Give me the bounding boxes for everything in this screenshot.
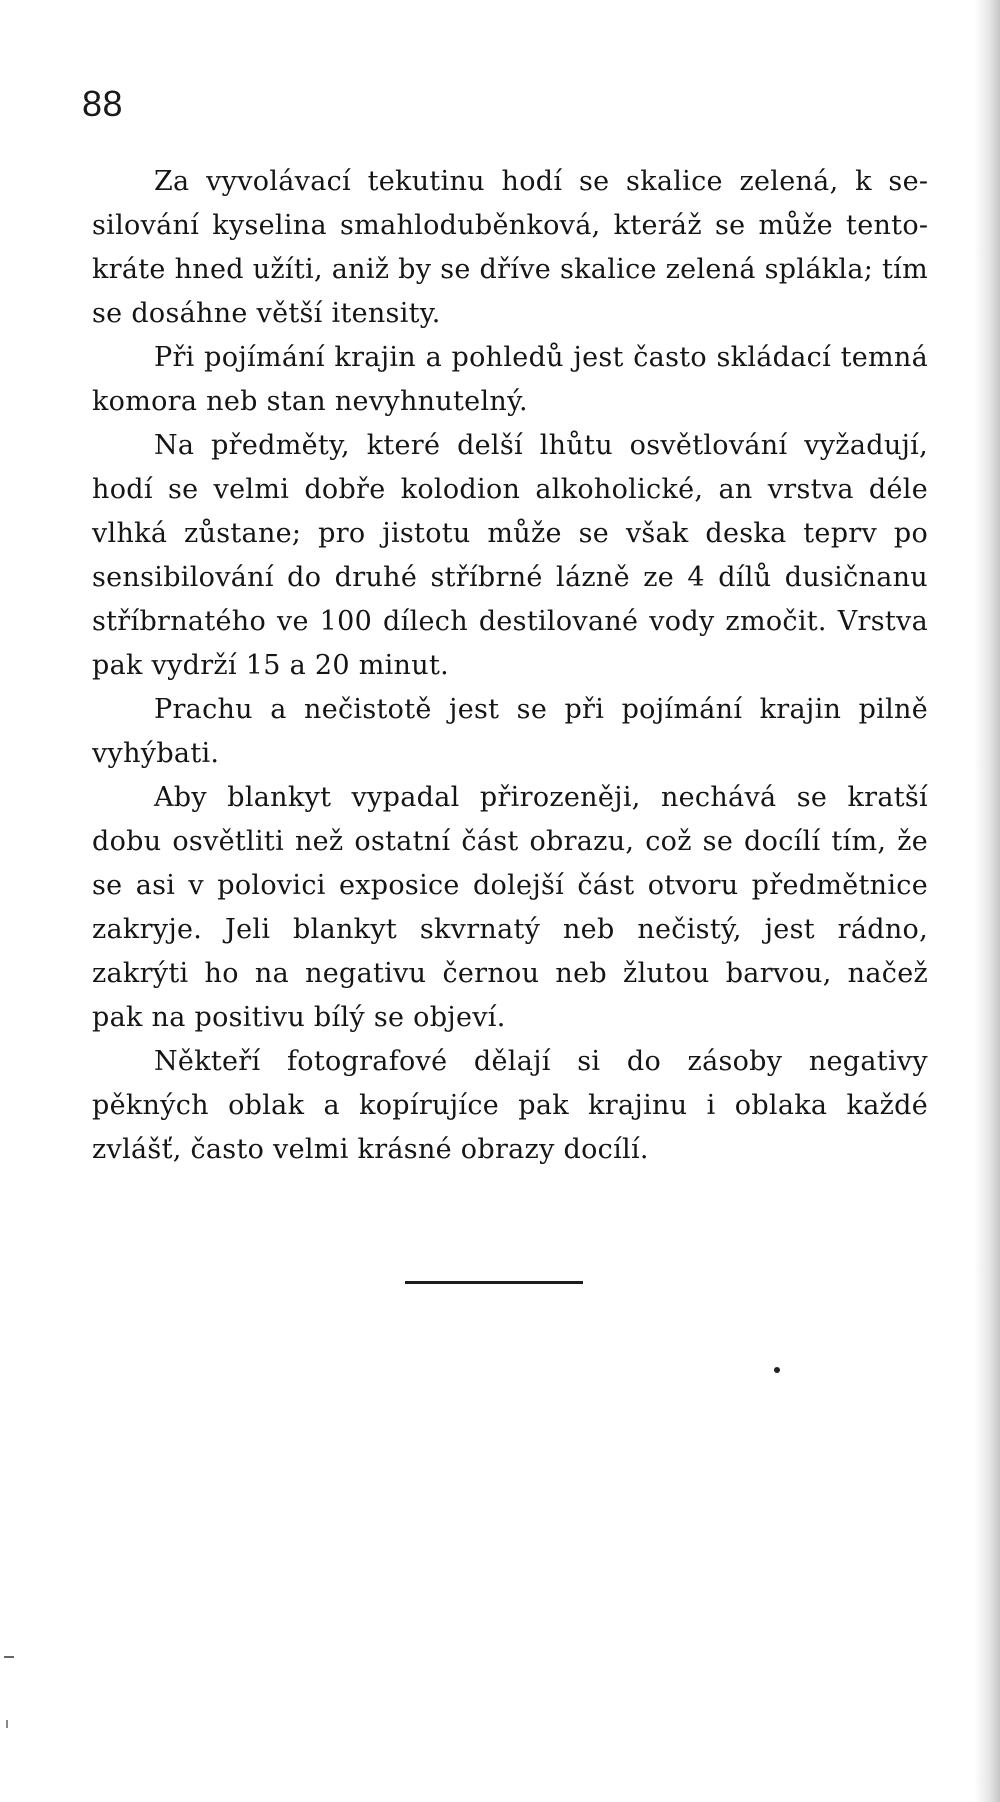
paragraph: Někteří fotografové dělají si do zásoby negativy pěkných oblak a kopírujíce pak krajinu i oblaka každé zvlášť, často velmi krásné obrazy docílí.: [92, 1046, 928, 1165]
paragraph: Na předměty, které delší lhůtu osvětlování vyžadují, hodí se velmi dobře kolodion alkoholické, an vrstva déle vlhká zůstane; pro jistotu může se však deska teprv po sensibilování do druhé stříbrné lázně ze 4 dílů dusičnanu stříbrnatého ve 100 dílech destilované vody zmočit. Vrstva pak vydrží 15 a 20 minut.: [92, 430, 928, 681]
paragraph: Aby blankyt vypadal přirozeněji, nechává se kratší dobu osvětliti než ostatní část obrazu, což se docílí tím, že se asi v polovici exposice dolejší část otvoru předmětnice zakryje. Jeli blankyt skvrnatý neb nečistý, jest rádno, zakrýti ho na negativu černou neb žlutou barvou, načež pak na positivu bílý se objeví.: [92, 782, 928, 1033]
paragraph: Při pojímání krajin a pohledů jest často skládací temná komora neb stan nevyhnutelný.: [92, 342, 928, 417]
page-edge-shadow: [974, 0, 1000, 1802]
margin-mark: [4, 1656, 14, 1658]
margin-mark: [6, 1720, 8, 1728]
body-text: [92, 160, 928, 1172]
ink-speck: [774, 1367, 780, 1373]
paragraph: Za vyvolávací tekutinu hodí se skalice zelená, k sesilování kyselina smahloduběnková, kteráž se může tentokráte hned užíti, aniž by se dříve skalice zelená splákla; tím se dosáhne větší itensity.: [92, 166, 928, 329]
page-number: 88: [82, 83, 124, 124]
section-end-rule: [405, 1281, 583, 1284]
paragraph: Prachu a nečistotě jest se při pojímání krajin pilně vyhýbati.: [92, 694, 928, 769]
